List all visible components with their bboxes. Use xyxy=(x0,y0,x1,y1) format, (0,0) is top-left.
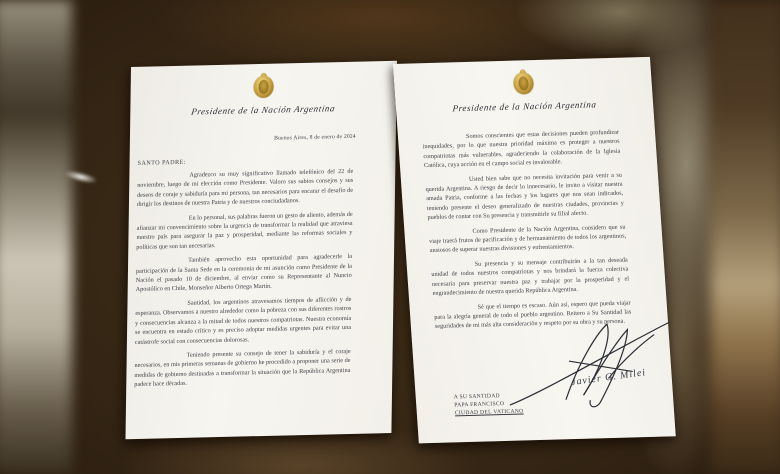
letter-paragraph: Agradezco su muy significativo llamado telefónico del 22 de noviembre, luego de mi elección como Presidente. Valoro sus sabios consejos y sus deseos de coraje y sabiduría para mi persona, tan necesarios para encarar el desafío de dirigir los destinos de nuestra Patria y de nuestros conciudadanos. xyxy=(136,167,354,209)
letter-paragraph: Su presencia y su mensaje contribuirán a la tan deseada unidad de todos nuestros compatriotas y nos brindará la fuerza colectiva necesaria para preservar nuestra paz y trabajar por la prosperidad y el engrandecimiento de nuestra querida República Argentina. xyxy=(431,256,630,298)
letter-paragraph: Santidad, los argentinos atravesamos tiempos de aflicción y de esperanza. Observamos a nuestro alrededor como la pobreza con sus diferentes rostros y consecuencias alcanza a la mitad de todos nuestros compatriotas. Nuestra economía se encuentra en estado crítico y es preciso adoptar medidas urgentes para evitar una catástrofe social con consecuencias dolorosas. xyxy=(134,295,352,346)
letter-paragraph: También aprovecho esta oportunidad para agradecerle la participación de la Santa Sede en la ceremonia de mi asunción como Presidente de la Nación el pasado 10 de diciembre, al enviar como su Representante al Nuncio Apostólico en Chile, Monseñor Alberto Ortega Martín. xyxy=(135,253,353,294)
signature-name: Javier G. Milei xyxy=(570,367,647,389)
signature-flourish xyxy=(502,312,678,413)
salutation: SANTO PADRE: xyxy=(137,158,186,167)
letterhead-title: Presidente de la Nación Argentina xyxy=(452,99,597,114)
addressee-line: CIUDAD DEL VATICANO xyxy=(454,408,524,417)
addressee-line: A SU SANTIDAD xyxy=(453,393,501,401)
letter-page-2 xyxy=(393,57,676,444)
addressee-block xyxy=(454,392,524,418)
letter-body-page-2 xyxy=(422,128,632,332)
addressee-line: PAPA FRANCISCO xyxy=(454,401,505,409)
letter-paragraph: Teniendo presente su consejo de tener la sabiduría y el coraje necesarios, en mis primeras semanas de gobierno he procedido a proponer una serie de medidas de gobierno destinadas a transformar la situación que la República Argentina padece hace décadas. xyxy=(134,347,351,389)
letter-paragraph: En lo personal, sus palabras fueron un gesto de aliento, además de afianzar mi convencimiento sobre la urgencia de transformar la realidad que atraviesa nuestro país para asegurar la paz y prosperidad, mediante las reformas sociales y políticas que son tan necesarias. xyxy=(136,210,353,251)
blurred-right-border xyxy=(710,0,780,474)
letter-paragraph: Sé que el tiempo es escaso. Aún así, espero que pueda viajar para la alegría general de todo el pueblo argentino. Reitero a Su Santidad las seguridades de mi más alta consideración y respeto por su obra y su persona. xyxy=(434,298,632,331)
letter-page-1 xyxy=(125,61,396,440)
presidential-crest-icon xyxy=(512,69,534,95)
letter-paragraph: Como Presidente de la Nación Argentina, considero que su viaje traerá frutos de pacificación y de hermanamiento de todos los argentinos, ansiosos de superar nuestras divisiones y enfrentamientos. xyxy=(428,223,627,255)
letter-paragraph: Somos conscientes que estas decisiones pueden profundizar inequidades, por lo que nuestra prioridad máxima es proteger a nuestros compatriotas más vulnerables, agradeciendo la colaboración de la Iglesia Católica, cuya acción en el campo social es invalorable. xyxy=(422,128,621,170)
letter-paragraph: Usted bien sabe que no necesita invitación para venir a su querida Argentina. A riesgo de decir lo innecesario, le invito a visitar nuestra amada Patria, conforme a las fechas y los lugares que nos sean indicados, teniendo presente el deseo generalizado de nuestras ciudades, provincias y pueblos de contar con Su presencia y transmitirle su filial afecto. xyxy=(425,171,625,222)
letterhead-title: Presidente de la Nación Argentina xyxy=(190,103,337,117)
blurred-left-border xyxy=(0,0,72,474)
letter-body-page-1 xyxy=(134,167,353,390)
presidential-crest-icon xyxy=(253,73,273,98)
letter-date: Buenos Aires, 8 de enero de 2024 xyxy=(274,133,356,142)
